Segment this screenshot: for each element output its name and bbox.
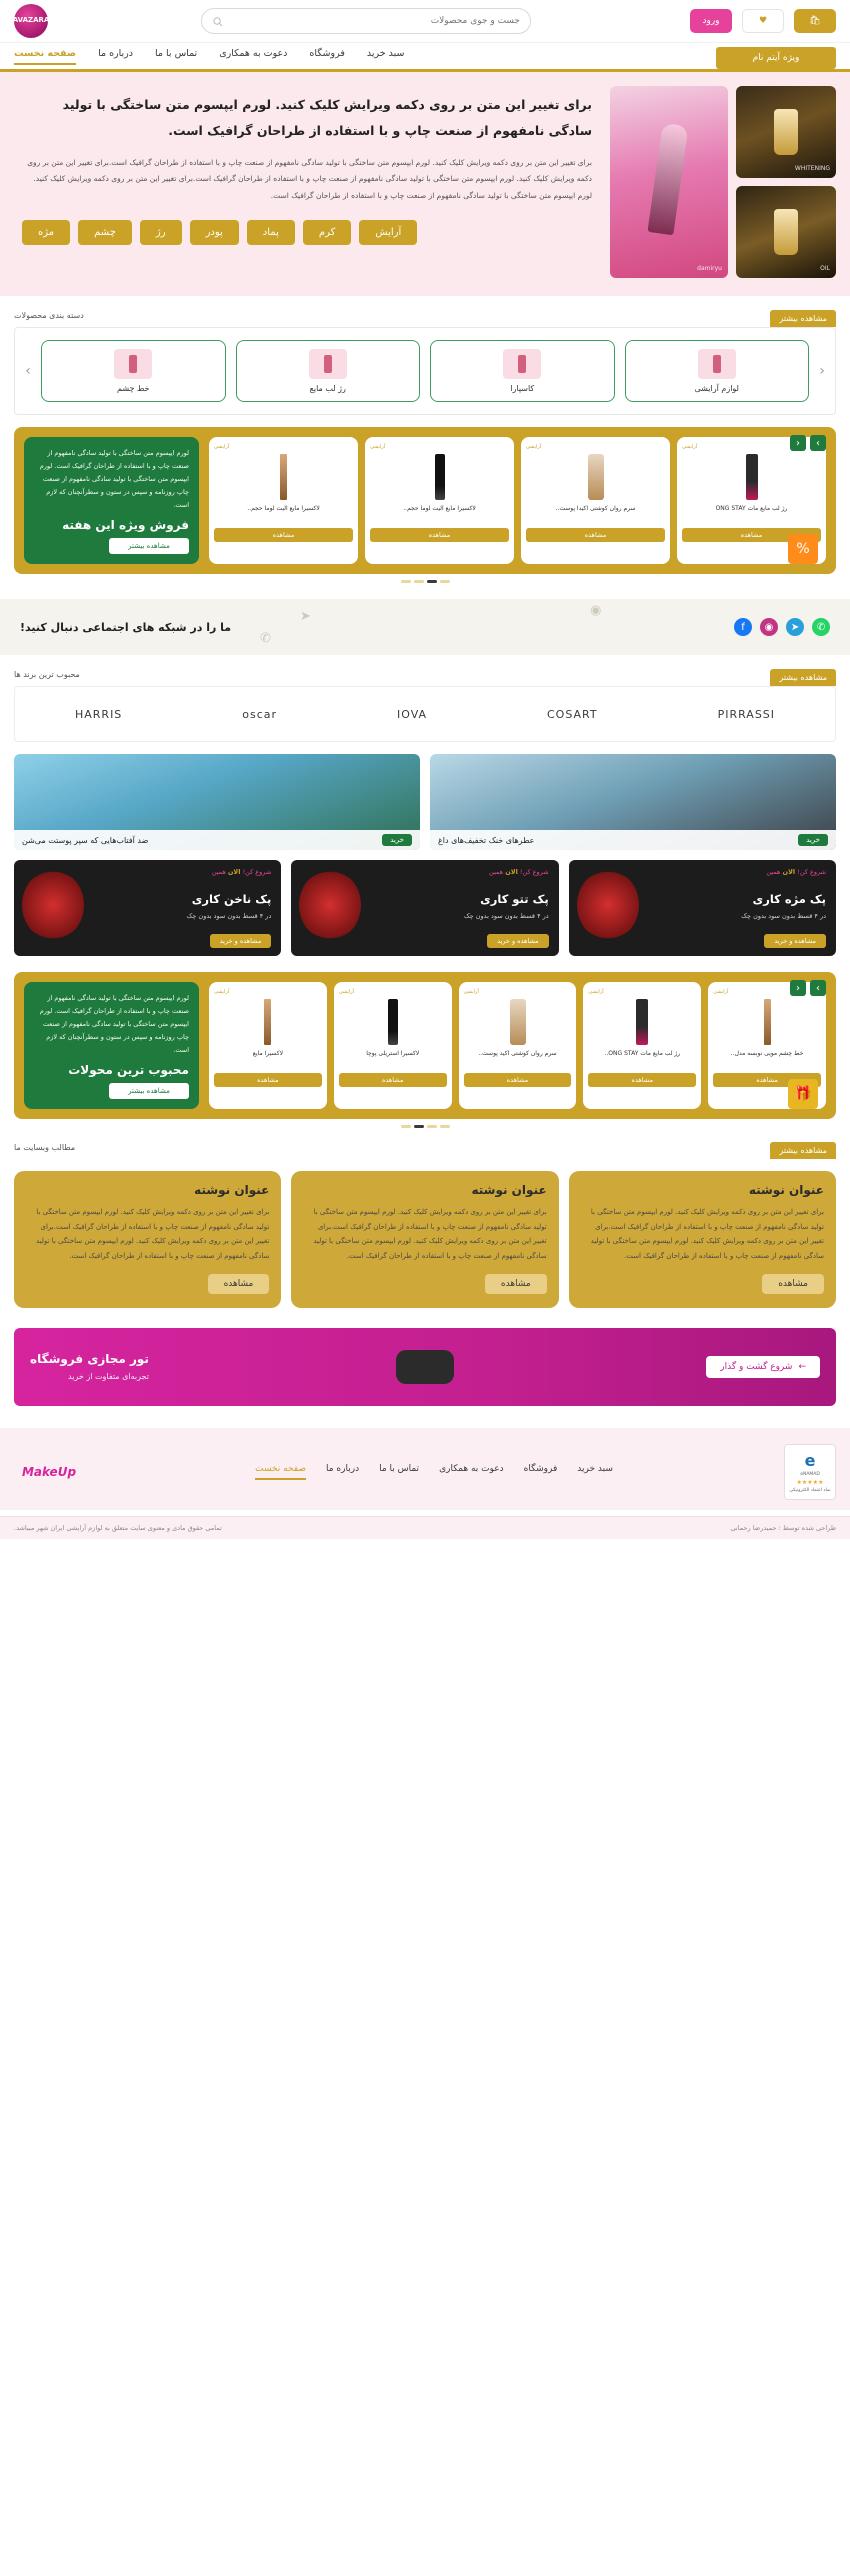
brand-logo[interactable]: COSART (547, 707, 598, 721)
product-tag: آرایشی (214, 989, 230, 995)
nav-label: درباره ما (98, 47, 134, 59)
product-image (264, 999, 271, 1045)
nav-label: صفحه نخست (14, 47, 77, 59)
hero-title: برای تغییر این متن بر روی دکمه ویرایش کلیک کنید. لورم ایپسوم متن ساختگی با تولید سادگی نامفهوم از صنعت چاپ و با استفاده از طراحان گرافیک است. (62, 97, 592, 139)
search-input[interactable] (223, 16, 520, 26)
product-name: سرم روان کوشتی اکیدا پوست.. (555, 505, 636, 512)
virtual-tour-button-label: شروع گشت و گذار (720, 1361, 793, 1372)
instagram-icon[interactable]: ◉ (760, 618, 778, 636)
blog-body: برای تغییر این متن بر روی دکمه ویرایش کلیک کنید. لورم ایپسوم متن ساختگی با تولید سادگی نامفهوم از صنعت چاپ و با استفاده از طراحان گرافیک است.برای تغییر این متن بر روی دکمه ویرایش کلیک کنید. لورم ایپسوم متن ساختگی با تولید سادگی نامفهوم از صنعت چاپ و با استفاده از طراحان گرافیک است. (36, 1208, 270, 1261)
card-title: پک تتو کاری (480, 892, 549, 906)
weekly-sale-panel (14, 427, 836, 574)
weekly-prev-button[interactable]: ‹ (790, 435, 806, 451)
product-image (280, 454, 287, 500)
blog-heading: مطالب وبسایت ما (14, 1143, 76, 1152)
category-card-liquid-lipstick[interactable] (236, 340, 421, 402)
product-view-button[interactable]: مشاهده (370, 528, 509, 542)
hero-image-label: OIL (820, 265, 830, 272)
product-tag: آرایشی (370, 444, 386, 450)
product-image (764, 999, 771, 1045)
product-card[interactable] (334, 982, 452, 1109)
category-prev-arrow[interactable]: ‹ (819, 363, 825, 379)
banner-buy-button[interactable]: خرید (382, 834, 412, 846)
percent-icon: % (788, 534, 818, 564)
banner-perfume[interactable] (430, 754, 836, 850)
virtual-tour-subtitle: تجربه‌ای متفاوت از خرید (68, 1372, 149, 1382)
login-button[interactable] (690, 9, 732, 33)
product-name: لاکسیرا مایع الیت لوما حجم.. (247, 505, 320, 512)
product-view-button[interactable]: مشاهده (713, 1073, 821, 1087)
enamad-label: نماد اعتماد الکترونیکی (789, 1487, 831, 1493)
virtual-tour-text (30, 1352, 149, 1381)
cart-icon: 🛍 (809, 16, 821, 26)
brand-logo[interactable]: IOVA (396, 707, 428, 721)
product-tag: آرایشی (338, 989, 355, 995)
social-title: ما را در شبکه های اجتماعی دنبال کنید! (20, 620, 232, 634)
hero-pill-eye[interactable]: چشم (78, 220, 132, 245)
brand-logo[interactable]: oscar (242, 707, 278, 721)
product-tag: آرایشی (588, 989, 604, 995)
nav-label: فروشگاه (309, 47, 345, 59)
promo-text: لورم ایپسوم متن ساختگی با تولید سادگی نامفهوم از صنعت چاپ و با استفاده از طراحان گرافیک است. لورم ایپسوم متن ساختگی با تولید سادگی نامفهوم از صنعت چاپ روزنامه و سپس در ستون و سطرآنچنان که لازم است. (39, 994, 189, 1054)
hero-body: برای تغییر این متن بر روی دکمه ویرایش کلیک کنید. لورم ایپسوم متن ساختگی با تولید سادگی نامفهوم از صنعت چاپ و با استفاده از طراحان گرافیک است.برای تغییر این متن بر روی دکمه ویرایش کلیک کنید. لورم ایپسوم متن ساختگی با تولید سادگی نامفهوم از صنعت چاپ و با استفاده از طراحان گرافیک است.برای تغییر این متن بر روی دکمه ویرایش کلیک کنید. لورم ایپسوم متن ساختگی با تولید سادگی نامفهوم از صنعت چاپ و با استفاده از طراحان گرافیک است. (27, 157, 592, 200)
product-image (435, 454, 445, 500)
popular-product-track (209, 982, 826, 1109)
copyright-text: تمامی حقوق مادی و معنوی سایت متعلق به لوازم آرایشی ایران شهر میباشد. (14, 1523, 222, 1532)
nav-label: تماس با ما (155, 47, 198, 59)
categories-heading: دسته بندی محصولات (14, 311, 84, 320)
product-image (746, 454, 758, 500)
kicker-part-3: همین (211, 868, 226, 876)
footer-link-shop[interactable]: فروشگاه (523, 1463, 558, 1474)
card-buy-button[interactable]: مشاهده و خرید (487, 934, 549, 948)
hero-image-brush (610, 86, 728, 278)
footer-link-about[interactable]: درباره ما (326, 1463, 360, 1474)
social-bar (0, 599, 850, 655)
product-card[interactable] (209, 982, 327, 1109)
installment-card-row (14, 860, 836, 956)
blog-view-button[interactable]: مشاهده (762, 1274, 824, 1294)
hero-pill-cream[interactable]: کرم (303, 220, 351, 245)
hero-image-oil (736, 186, 836, 278)
product-name: رژ لب مایع مات ONG STAY.. (604, 1050, 681, 1057)
blog-view-button[interactable]: مشاهده (208, 1274, 270, 1294)
carousel-dot[interactable] (414, 580, 424, 583)
categories-more-button[interactable]: مشاهده بیشتر (770, 310, 836, 327)
product-tag: آرایشی (463, 989, 479, 995)
site-header (0, 0, 850, 42)
card-buy-button[interactable]: مشاهده و خرید (210, 934, 272, 948)
promo-more-button[interactable]: مشاهده بیشتر (109, 1083, 189, 1099)
product-card[interactable] (209, 437, 358, 564)
hero-pill-lash[interactable]: مژه (22, 220, 70, 245)
footer-link-cart[interactable]: سبد خرید (577, 1463, 613, 1474)
weekly-product-track (209, 437, 826, 564)
product-view-button[interactable]: مشاهده (588, 1073, 696, 1087)
product-image (636, 999, 648, 1045)
site-logo[interactable] (14, 4, 48, 38)
virtual-tour-button[interactable] (706, 1356, 820, 1378)
kicker-part-1: شروع کن! (797, 868, 826, 876)
product-name: سرم روان کوشتی اکید پوست.. (478, 1050, 557, 1057)
hero-pill-powder[interactable]: پودر (190, 220, 239, 245)
promo-banner-row (14, 754, 836, 850)
blog-body: برای تغییر این متن بر روی دکمه ویرایش کلیک کنید. لورم ایپسوم متن ساختگی با تولید سادگی نامفهوم از صنعت چاپ و با استفاده از طراحان گرافیک است.برای تغییر این متن بر روی دکمه ویرایش کلیک کنید. لورم ایپسوم متن ساختگی با تولید سادگی نامفهوم از صنعت چاپ و با استفاده از طراحان گرافیک است. (590, 1208, 824, 1261)
card-title: پک مژه کاری (752, 892, 826, 906)
blog-title: عنوان نوشته (194, 1183, 270, 1197)
category-card-cosmetics[interactable] (625, 340, 810, 402)
telegram-ghost-icon: ➤ (300, 609, 311, 624)
search-icon (212, 16, 223, 27)
kicker-part-2: الان (505, 868, 518, 876)
category-next-arrow[interactable]: › (25, 363, 31, 379)
card-buy-button[interactable]: مشاهده و خرید (764, 934, 826, 948)
blog-card[interactable] (14, 1171, 281, 1308)
decorative-art (22, 870, 84, 940)
bottle-shape (774, 109, 798, 155)
popular-products-panel (14, 972, 836, 1119)
hero-text-block (14, 86, 600, 278)
nav-label: سبد خرید (366, 47, 405, 59)
logo-text: AVAZARA (12, 16, 50, 25)
copyright-bar (0, 1516, 850, 1539)
enamad-brand: eNAMAD (800, 1471, 820, 1477)
blog-title: عنوان نوشته (471, 1183, 547, 1197)
banner-sunscreen[interactable] (14, 754, 420, 850)
promo-text: لورم ایپسوم متن ساختگی با تولید سادگی نامفهوم از صنعت چاپ و با استفاده از طراحان گرافیک است. لورم ایپسوم متن ساختگی با تولید سادگی نامفهوم از صنعت چاپ روزنامه و سپس در ستون و سطرآنچنان که لازم است. (39, 449, 189, 509)
category-carousel (14, 327, 836, 415)
product-image (388, 999, 398, 1045)
category-card-kaspara[interactable] (430, 340, 615, 402)
brands-section-header (0, 655, 850, 686)
nav-item-about[interactable] (98, 48, 133, 65)
product-card[interactable] (365, 437, 514, 564)
weekly-carousel-nav (790, 435, 826, 451)
category-label: لوازم آرایشی (694, 384, 739, 393)
category-thumb (114, 349, 152, 379)
facebook-icon[interactable]: f (734, 618, 752, 636)
hero-image-label: WHITENING (794, 165, 830, 172)
bottle-shape (774, 209, 798, 255)
hero-images (610, 86, 836, 278)
product-name: لاکسیرا مایع الیت لوما حجم.. (403, 505, 476, 512)
login-label: ورود (702, 16, 720, 26)
carousel-dot[interactable] (401, 580, 411, 583)
telegram-icon[interactable]: ➤ (786, 618, 804, 636)
product-name: خط چشم مویی نوبسه مدل.. (730, 1050, 804, 1057)
search-bar[interactable] (201, 8, 531, 34)
kicker-part-3: همین (489, 868, 504, 876)
category-card-eyeliner[interactable] (41, 340, 226, 402)
kicker-part-2: الان (227, 868, 241, 876)
heart-icon: ♥ (758, 16, 768, 26)
hero-pill-rouge[interactable]: رژ (140, 220, 182, 245)
banner-label: ضد آفتاب‌هایی که سپر پوستت می‌شن (22, 835, 149, 845)
brand-logo[interactable]: PIRRASSI (717, 707, 776, 721)
decorative-art (577, 870, 639, 940)
kicker-part-3: همین (766, 868, 781, 876)
categories-section-header (0, 296, 850, 327)
product-view-button[interactable]: مشاهده (464, 1073, 572, 1087)
brands-more-button[interactable]: مشاهده بیشتر (770, 669, 836, 686)
blog-card[interactable] (291, 1171, 558, 1308)
arrow-left-icon: ← (798, 1361, 806, 1372)
card-subtitle: در ۴ قسط بدون سود بدون چک (463, 912, 549, 920)
footer-navigation (255, 1464, 613, 1480)
product-view-button[interactable]: مشاهده (214, 528, 353, 542)
blog-title: عنوان نوشته (748, 1183, 824, 1197)
product-view-button[interactable]: مشاهده (214, 1073, 322, 1087)
footer-link-home[interactable]: صفحه نخست (255, 1464, 306, 1480)
blog-card-row (14, 1171, 836, 1308)
site-footer (0, 1428, 850, 1510)
enamad-stars: ★★★★★ (796, 1478, 824, 1486)
carousel-dot[interactable] (427, 1125, 437, 1128)
kicker-part-1: شروع کن! (519, 868, 549, 876)
whatsapp-ghost-icon: ✆ (260, 631, 271, 646)
hero-section (0, 72, 850, 296)
vr-headset-illustration (396, 1350, 454, 1384)
blog-section-header (0, 1128, 850, 1159)
kicker-part-2: الان (782, 868, 796, 876)
product-view-button[interactable]: مشاهده (526, 528, 665, 542)
product-name: لاکسیرا استریلی پوچا (366, 1050, 420, 1057)
credit-text: طراحی شده توسط : حمیدرضا رحمانی (730, 1523, 836, 1532)
wishlist-button[interactable] (742, 9, 784, 33)
decorative-art (299, 870, 361, 940)
blog-more-button[interactable]: مشاهده بیشتر (770, 1142, 836, 1159)
nav-item-cart[interactable] (367, 48, 405, 65)
card-subtitle: در ۴ قسط بدون سود بدون چک (186, 912, 272, 920)
popular-next-button[interactable]: › (810, 980, 826, 996)
product-tag: آرایشی (526, 444, 542, 450)
footer-logo[interactable]: MakeUp (21, 1464, 77, 1479)
carousel-dot[interactable] (440, 580, 450, 583)
product-tag: آرایشی (214, 444, 230, 450)
product-card[interactable] (521, 437, 670, 564)
hero-image-whitening (736, 86, 836, 178)
product-tag: آرایشی (682, 444, 698, 450)
popular-carousel-nav (790, 980, 826, 996)
hero-pill-row (22, 220, 592, 245)
carousel-dot-active[interactable] (414, 1125, 424, 1128)
categories-button[interactable] (716, 47, 836, 69)
popular-prev-button[interactable]: ‹ (790, 980, 806, 996)
instagram-ghost-icon: ◉ (590, 603, 602, 618)
nav-item-cooperation[interactable] (219, 48, 287, 65)
product-name: لاکسیرا مایع (252, 1050, 284, 1057)
category-thumb (503, 349, 541, 379)
promo-more-button[interactable]: مشاهده بیشتر (109, 538, 189, 554)
nav-label: دعوت به همکاری (219, 47, 288, 59)
product-card[interactable] (459, 982, 577, 1109)
hero-pill-balm[interactable]: پماد (247, 220, 295, 245)
hero-left-column (736, 86, 836, 278)
categories-label: ویژه آیتم نام (752, 53, 800, 63)
enamad-badge[interactable] (784, 1444, 836, 1500)
product-name: رژ لب مایع مات ONG STAY (715, 505, 788, 512)
carousel-dot-active[interactable] (427, 580, 437, 583)
brand-list (14, 686, 836, 742)
installment-card-tattoo[interactable] (291, 860, 558, 956)
brands-heading: محبوب ترین برند ها (14, 670, 80, 679)
cart-button[interactable] (794, 9, 836, 33)
product-image (588, 454, 604, 500)
category-label: کاسپارا (510, 384, 535, 393)
gift-icon: 🎁 (788, 1079, 818, 1109)
hero-pill-makeup[interactable]: آرایش (359, 220, 417, 245)
carousel-dot[interactable] (401, 1125, 411, 1128)
product-card[interactable] (583, 982, 701, 1109)
product-tag: آرایشی (713, 989, 729, 995)
blog-body: برای تغییر این متن بر روی دکمه ویرایش کلیک کنید. لورم ایپسوم متن ساختگی با تولید سادگی نامفهوم از صنعت چاپ و با استفاده از طراحان گرافیک است.برای تغییر این متن بر روی دکمه ویرایش کلیک کنید. لورم ایپسوم متن ساختگی با تولید سادگی نامفهوم از صنعت چاپ و با استفاده از طراحان گرافیک است. (313, 1208, 547, 1261)
category-label: رژ لب مایع (309, 384, 346, 393)
weekly-carousel-dots (0, 580, 850, 583)
installment-card-nail[interactable] (569, 860, 836, 956)
banner-label: عطرهای خنک تخفیف‌های داغ (438, 835, 535, 845)
whatsapp-icon[interactable]: ✆ (812, 618, 830, 636)
nav-links (14, 48, 404, 65)
nav-item-contact[interactable] (155, 48, 197, 65)
banner-buy-button[interactable]: خرید (798, 834, 828, 846)
weekly-next-button[interactable]: › (810, 435, 826, 451)
footer-link-cooperation[interactable]: دعوت به همکاری (439, 1463, 504, 1474)
brand-logo[interactable]: HARRIS (74, 707, 123, 721)
nav-item-home[interactable] (14, 48, 76, 65)
brush-shape (647, 123, 688, 236)
enamad-icon: e (804, 1450, 816, 1470)
blog-card[interactable] (569, 1171, 836, 1308)
blog-view-button[interactable]: مشاهده (485, 1274, 547, 1294)
installment-card-lash[interactable] (14, 860, 281, 956)
category-label: خط چشم (117, 384, 150, 393)
kicker-part-1: شروع کن! (242, 868, 272, 876)
promo-title: فروش ویژه این هفته (62, 518, 189, 532)
hero-image-label: damiryu (697, 265, 722, 272)
category-thumb (309, 349, 347, 379)
footer-link-contact[interactable]: تماس با ما (379, 1463, 420, 1474)
category-thumb (698, 349, 736, 379)
product-image (510, 999, 526, 1045)
nav-item-shop[interactable] (309, 48, 344, 65)
banner-strip (430, 830, 836, 850)
virtual-tour-title: تور مجازی فروشگاه (30, 1352, 149, 1367)
product-view-button[interactable]: مشاهده (682, 528, 821, 542)
main-navigation (0, 42, 850, 72)
carousel-dot[interactable] (440, 1125, 450, 1128)
promo-title: محبوب ترین محولات (68, 1063, 189, 1077)
product-view-button[interactable]: مشاهده (339, 1073, 447, 1087)
virtual-tour-banner[interactable] (14, 1328, 836, 1406)
card-title: پک ناخن کاری (191, 892, 272, 906)
card-subtitle: در ۴ قسط بدون سود بدون چک (741, 912, 826, 920)
banner-strip (14, 830, 420, 850)
